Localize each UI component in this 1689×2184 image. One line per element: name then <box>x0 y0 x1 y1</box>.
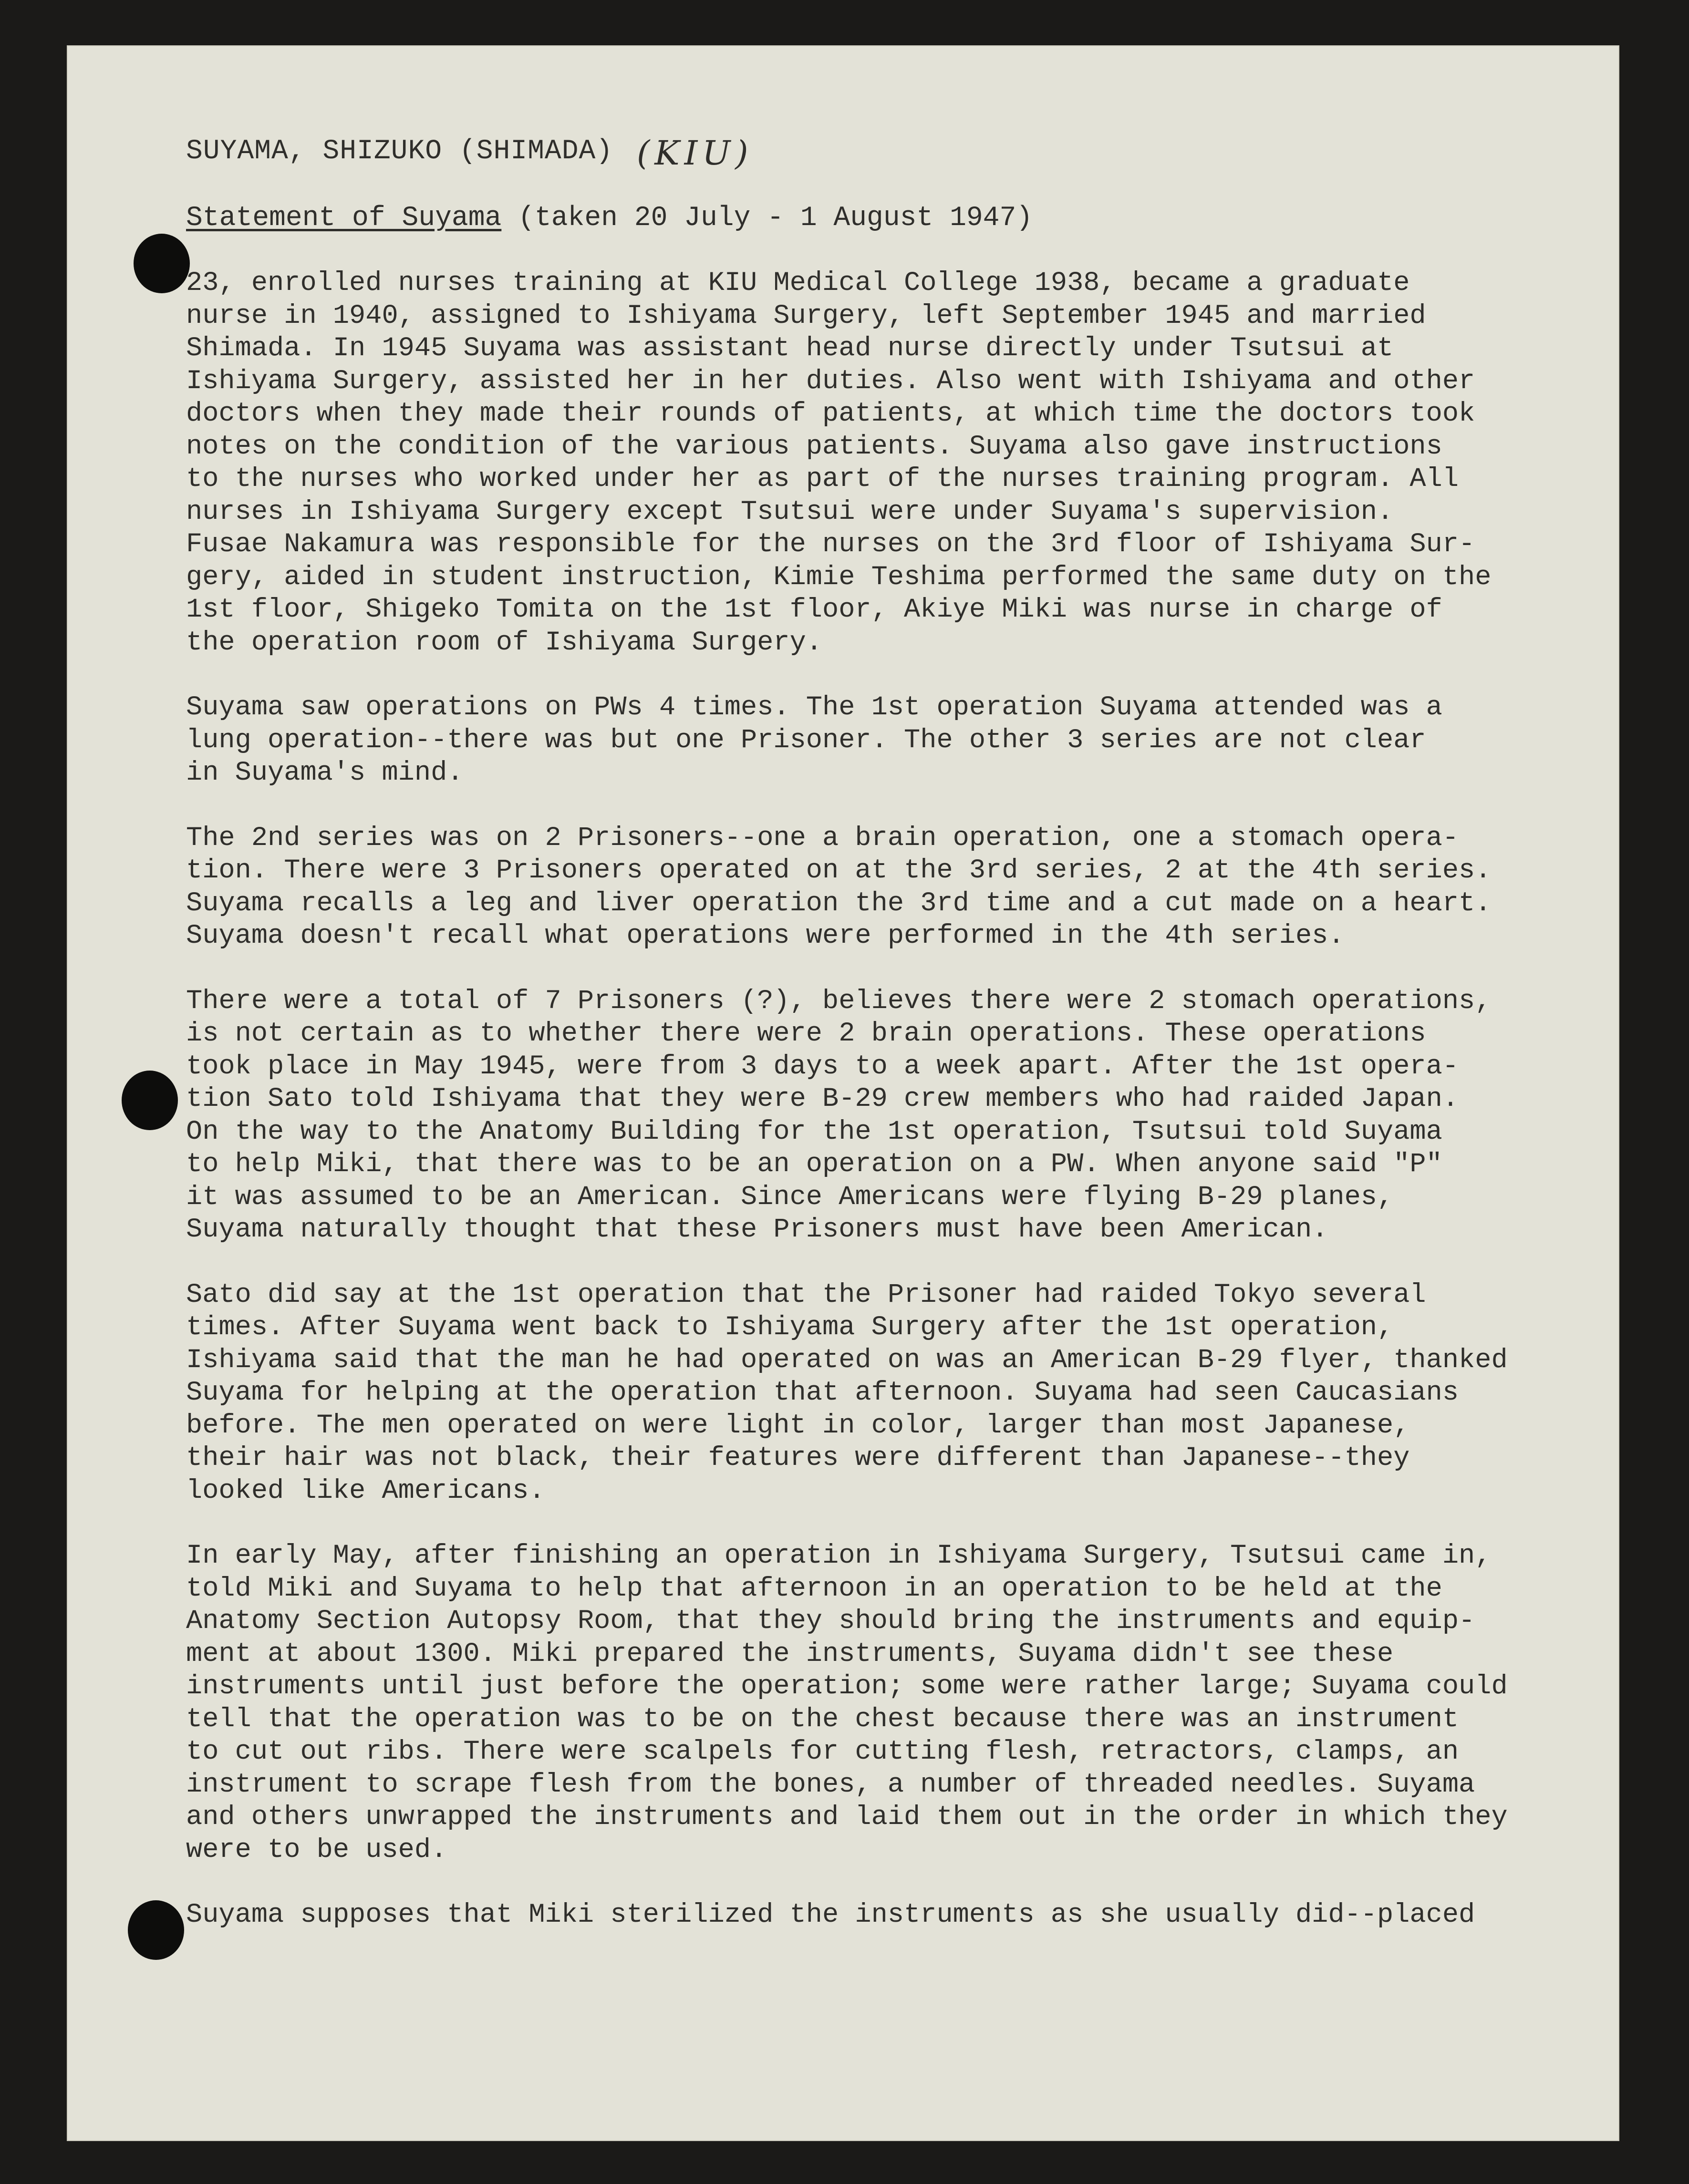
paragraph-1: 23, enrolled nurses training at KIU Medical College 1938, became a graduate nurse in 1940, assigned to Ishiyama Surgery, left September 1945 and married Shimada. In 1945 Suyama was assistant head nurse directly under Tsutsui at Ishiyama Surgery, assisted her in her duties. Also went with Ishiyama and other doctors when they made their rounds of patients, at which time the doctors took notes on the condition of the various patients. Suyama also gave instructions to the nurses who worked under her as part of the nurses training program. All nurses in Ishiyama Surgery except Tsutsui were under Suyama's supervision. Fusae Nakamura was responsible for the nurses on the 3rd floor of Ishiyama Sur- gery, aided in student instruction, Kimie Teshima performed the same duty on the 1st floor, Shigeko Tomita on the 1st floor, Akiye Miki was nurse in charge of the operation room of Ishiyama Surgery. <box>186 268 1492 658</box>
punch-hole <box>122 1071 178 1130</box>
statement-line <box>186 203 1033 234</box>
punch-hole <box>128 1900 184 1960</box>
paragraph-4: There were a total of 7 Prisoners (?), believes there were 2 stomach operations, is not certain as to whether there were 2 brain operations. These operations took place in May 1945, were from 3 days to a week apart. After the 1st opera- tion Sato told Ishiyama that they were B-29 crew members who had raided Japan. On the way to the Anatomy Building for the 1st operation, Tsutsui told Suyama to help Miki, that there was to be an operation on a PW. When anyone said "P" it was assumed to be an American. Since Americans were flying B-29 planes, Suyama naturally thought that these Prisoners must have been American. <box>186 986 1492 1245</box>
document-heading: SUYAMA, SHIZUKO (SHIMADA) <box>186 136 613 167</box>
paragraph-3: The 2nd series was on 2 Prisoners--one a brain operation, one a stomach opera- tion. There were 3 Prisoners operated on at the 3rd series, 2 at the 4th series. Suyama recalls a leg and liver operation the 3rd time and a cut made on a heart. Suyama doesn't recall what operations were performed in the 4th series. <box>186 823 1492 951</box>
statement-body <box>186 267 1579 1964</box>
paragraph-7: Suyama supposes that Miki sterilized the instruments as she usually did--placed <box>186 1900 1475 1930</box>
statement-title: Statement of Suyama <box>186 203 502 234</box>
paragraph-6: In early May, after finishing an operation in Ishiyama Surgery, Tsutsui came in, told Miki and Suyama to help that afternoon in an operation to be held at the Anatomy Section Autopsy Room, that they should bring the instruments and equip- ment at about 1300. Miki prepared the instruments, Suyama didn't see these instruments until just before the operation; some were rather large; Suyama could tell that the operation was to be on the chest because there was an instrument to cut out ribs. There were scalpels for cutting flesh, retractors, clamps, an instrument to scrape flesh from the bones, a number of threaded needles. Suyama and others unwrapped the instruments and laid them out in the order in which they were to be used. <box>186 1541 1508 1865</box>
punch-hole <box>134 234 190 293</box>
paragraph-2: Suyama saw operations on PWs 4 times. The 1st operation Suyama attended was a lung operation--there was but one Prisoner. The other 3 series are not clear in Suyama's mind. <box>186 692 1442 788</box>
paragraph-5: Sato did say at the 1st operation that the Prisoner had raided Tokyo several times. After Suyama went back to Ishiyama Surgery after the 1st operation, Ishiyama said that the man he had operated on was an American B-29 flyer, thanked Suyama for helping at the operation that afternoon. Suyama had seen Caucasians before. The men operated on were light in color, larger than most Japanese, their hair was not black, their features were different than Japanese--they looked like Americans. <box>186 1279 1508 1506</box>
handwritten-note: (KIU) <box>637 134 753 173</box>
statement-dates: (taken 20 July - 1 August 1947) <box>501 203 1033 234</box>
